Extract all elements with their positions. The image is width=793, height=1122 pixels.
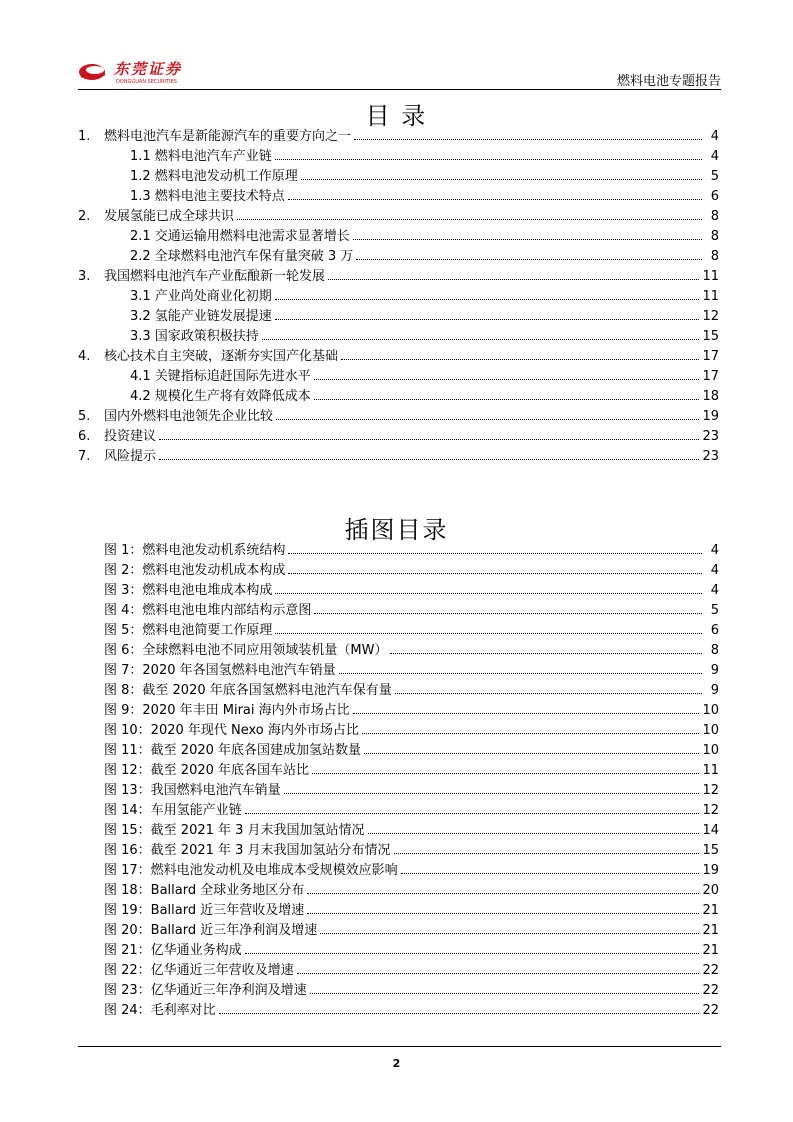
toc-entry-page: 23 [702,429,719,444]
toc-entry[interactable] [78,344,719,364]
toc-entry[interactable] [78,424,719,444]
figure-entry-label: 图 14：车用氢能产业链 [104,803,242,818]
dot-leader [284,793,700,794]
figure-entry-label: 图 3：燃料电池电堆成本构成 [104,583,273,598]
dot-leader [328,279,699,280]
figure-entry-page: 21 [702,943,719,958]
footer-divider [78,1046,721,1047]
figure-entry[interactable] [78,978,719,998]
toc-entry-page: 5 [710,169,719,184]
toc-entry-page: 15 [702,329,719,344]
dot-leader [245,953,700,954]
toc-entry-page: 11 [702,269,719,284]
figure-entry-page: 21 [702,923,719,938]
figures-list [78,538,719,1018]
toc-entry-label: 核心技术自主突破，逐渐夯实国产化基础 [104,349,339,364]
figure-entry[interactable] [78,758,719,778]
figure-entry-page: 22 [702,963,719,978]
dot-leader [368,833,700,834]
toc-entry-page: 18 [702,389,719,404]
figure-entry-page: 22 [702,983,719,998]
dot-leader [275,299,700,300]
dot-leader [275,593,702,594]
dot-leader [288,573,702,574]
toc-entry-page: 17 [702,369,719,384]
dot-leader [276,419,699,420]
figure-entry-label: 图 21：亿华通业务构成 [104,943,242,958]
figure-entry-page: 20 [702,883,719,898]
toc-entry-page: 8 [710,249,719,264]
figure-entry-page: 9 [710,683,719,698]
figure-entry-page: 8 [710,643,719,658]
toc-list [78,124,719,464]
toc-entry[interactable] [78,244,719,264]
dot-leader [310,993,700,994]
figure-entry[interactable] [78,598,719,618]
dot-leader [314,399,700,400]
figure-entry-page: 15 [702,843,719,858]
toc-entry[interactable] [78,204,719,224]
toc-entry[interactable] [78,144,719,164]
dot-leader [314,379,700,380]
figure-entry[interactable] [78,558,719,578]
figure-entry[interactable] [78,698,719,718]
figure-entry[interactable] [78,818,719,838]
header-divider [78,89,721,90]
figure-entry-page: 12 [702,803,719,818]
figure-entry-page: 14 [702,823,719,838]
figure-entry-label: 图 8：截至 2020 年底各国氢燃料电池汽车保有量 [104,683,392,698]
figure-entry-page: 4 [710,543,719,558]
figure-entry-label: 图 24：毛利率对比 [104,1003,216,1018]
dot-leader [394,853,700,854]
page-header [78,56,721,90]
figure-entry-label: 图 22：亿华通近三年营收及增速 [104,963,294,978]
toc-entry-label: 2.1 交通运输用燃料电池需求显著增长 [130,229,350,244]
dot-leader [275,319,700,320]
toc-entry[interactable] [78,164,719,184]
dot-leader [275,633,702,634]
figure-entry-page: 19 [702,863,719,878]
figure-entry-page: 22 [702,1003,719,1018]
figure-entry[interactable] [78,538,719,558]
figure-entry[interactable] [78,658,719,678]
dot-leader [312,773,699,774]
page-number: 2 [392,1057,401,1070]
toc-entry-label: 4.1 关键指标追赶国际先进水平 [130,369,311,384]
figure-entry[interactable] [78,958,719,978]
dot-leader [301,179,702,180]
toc-entry-page: 23 [702,449,719,464]
toc-title: 目 录 [365,102,428,130]
dot-leader [219,1013,700,1014]
toc-entry-label: 投资建议 [104,429,157,444]
figure-entry-label: 图 18：Ballard 全球业务地区分布 [104,883,305,898]
toc-entry-page: 6 [710,189,719,204]
figure-entry-label: 图 4：燃料电池电堆内部结构示意图 [104,603,312,618]
toc-entry[interactable] [78,324,719,344]
dot-leader [354,139,702,140]
figure-entry[interactable] [78,938,719,958]
toc-entry[interactable] [78,304,719,324]
toc-entry-page: 19 [702,409,719,424]
figure-entry-label: 图 9：2020 年丰田 Mirai 海内外市场占比 [104,703,350,718]
dot-leader [353,239,702,240]
toc-entry-label: 1.1 燃料电池汽车产业链 [130,149,272,164]
toc-entry-page: 8 [710,209,719,224]
dot-leader [356,259,702,260]
dot-leader [339,673,702,674]
figure-entry-label: 图 19：Ballard 近三年营收及增速 [104,903,305,918]
figure-entry[interactable] [78,798,719,818]
figure-entry-label: 图 1：燃料电池发动机系统结构 [104,543,286,558]
figure-entry-label: 图 11：截至 2020 年底各国建成加氢站数量 [104,743,362,758]
toc-entry-number: 5. [78,409,91,424]
dot-leader [341,359,699,360]
toc-entry[interactable] [78,264,719,284]
toc-entry-label: 3.1 产业尚处商业化初期 [130,289,272,304]
figure-entry-page: 5 [710,603,719,618]
dot-leader [288,199,702,200]
toc-entry-number: 6. [78,429,91,444]
figure-entry-page: 4 [710,563,719,578]
dot-leader [390,653,702,654]
toc-entry-number: 4. [78,349,91,364]
figure-entry[interactable] [78,578,719,598]
toc-entry-page: 8 [710,229,719,244]
toc-entry-label: 1.2 燃料电池发动机工作原理 [130,169,298,184]
figure-entry[interactable] [78,898,719,918]
toc-entry-label: 国内外燃料电池领先企业比较 [104,409,274,424]
toc-entry-label: 3.2 氢能产业链发展提速 [130,309,272,324]
figure-entry-page: 21 [702,903,719,918]
dot-leader [401,873,700,874]
dot-leader [288,553,702,554]
dot-leader [262,339,700,340]
figure-entry-page: 11 [702,763,719,778]
figure-entry[interactable] [78,858,719,878]
figures-title: 插图目录 [344,516,449,544]
toc-entry[interactable] [78,364,719,384]
toc-entry[interactable] [78,124,719,144]
toc-entry-page: 17 [702,349,719,364]
toc-entry-page: 12 [702,309,719,324]
figure-entry-page: 4 [710,583,719,598]
toc-entry-label: 3.3 国家政策积极扶持 [130,329,259,344]
toc-entry[interactable] [78,384,719,404]
figure-entry-label: 图 6：全球燃料电池不同应用领域装机量（MW） [104,643,388,658]
toc-entry-number: 3. [78,269,91,284]
dot-leader [307,913,699,914]
toc-entry-page: 4 [710,129,719,144]
figure-entry-label: 图 20：Ballard 近三年净利润及增速 [104,923,318,938]
figure-entry-label: 图 2：燃料电池发动机成本构成 [104,563,286,578]
figure-entry-page: 6 [710,623,719,638]
toc-entry[interactable] [78,184,719,204]
figure-entry[interactable] [78,838,719,858]
toc-entry[interactable] [78,404,719,424]
figure-entry-label: 图 5：燃料电池简要工作原理 [104,623,273,638]
toc-entry-number: 1. [78,129,91,144]
figure-entry-page: 9 [710,663,719,678]
toc-entry-label: 1.3 燃料电池主要技术特点 [130,189,285,204]
logo-cn-text: 东莞证券 [114,60,183,78]
toc-entry-label: 4.2 规模化生产将有效降低成本 [130,389,311,404]
dot-leader [297,973,700,974]
figure-entry[interactable] [78,878,719,898]
figure-entry-label: 图 16：截至 2021 年 3 月末我国加氢站分布情况 [104,843,391,858]
logo-en-text: DONGGUAN SECURITIES [116,79,177,85]
figure-entry-page: 10 [702,723,719,738]
figure-entry-label: 图 12：截至 2020 年底各国车站比 [104,763,310,778]
dot-leader [307,893,699,894]
dot-leader [237,219,702,220]
toc-entry[interactable] [78,224,719,244]
figure-entry[interactable] [78,998,719,1018]
toc-entry-label: 发展氢能已成全球共识 [104,209,235,224]
dot-leader [159,459,699,460]
company-logo [78,56,218,86]
dot-leader [353,713,700,714]
figure-entry-label: 图 17：燃料电池发动机及电堆成本受规模效应影响 [104,863,398,878]
figure-entry[interactable] [78,918,719,938]
report-title: 燃料电池专题报告 [616,74,721,89]
figure-entry-page: 12 [702,783,719,798]
toc-entry[interactable] [78,444,719,464]
figure-entry-label: 图 7：2020 年各国氢燃料电池汽车销量 [104,663,336,678]
dot-leader [159,439,699,440]
toc-entry-page: 4 [710,149,719,164]
dot-leader [245,813,700,814]
figure-entry-label: 图 10：2020 年现代 Nexo 海内外市场占比 [104,723,359,738]
figure-entry[interactable] [78,718,719,738]
toc-entry-number: 2. [78,209,91,224]
dot-leader [275,159,702,160]
dot-leader [364,753,699,754]
toc-entry-page: 11 [702,289,719,304]
toc-entry-label: 燃料电池汽车是新能源汽车的重要方向之一 [104,129,352,144]
figure-entry-page: 10 [702,703,719,718]
figure-entry[interactable] [78,738,719,758]
figure-entry-label: 图 13：我国燃料电池汽车销量 [104,783,281,798]
figure-entry[interactable] [78,638,719,658]
dot-leader [320,933,699,934]
toc-entry-label: 风险提示 [104,449,157,464]
figure-entry-label: 图 23：亿华通近三年净利润及增速 [104,983,307,998]
toc-entry-label: 2.2 全球燃料电池汽车保有量突破 3 万 [130,249,354,264]
figure-entry[interactable] [78,778,719,798]
dot-leader [362,733,700,734]
toc-entry[interactable] [78,284,719,304]
toc-entry-number: 7. [78,449,91,464]
figure-entry-page: 10 [702,743,719,758]
figure-entry[interactable] [78,678,719,698]
dot-leader [314,613,702,614]
toc-entry-label: 我国燃料电池汽车产业酝酿新一轮发展 [104,269,326,284]
figure-entry[interactable] [78,618,719,638]
figure-entry-label: 图 15：截至 2021 年 3 月末我国加氢站情况 [104,823,365,838]
dot-leader [395,693,702,694]
